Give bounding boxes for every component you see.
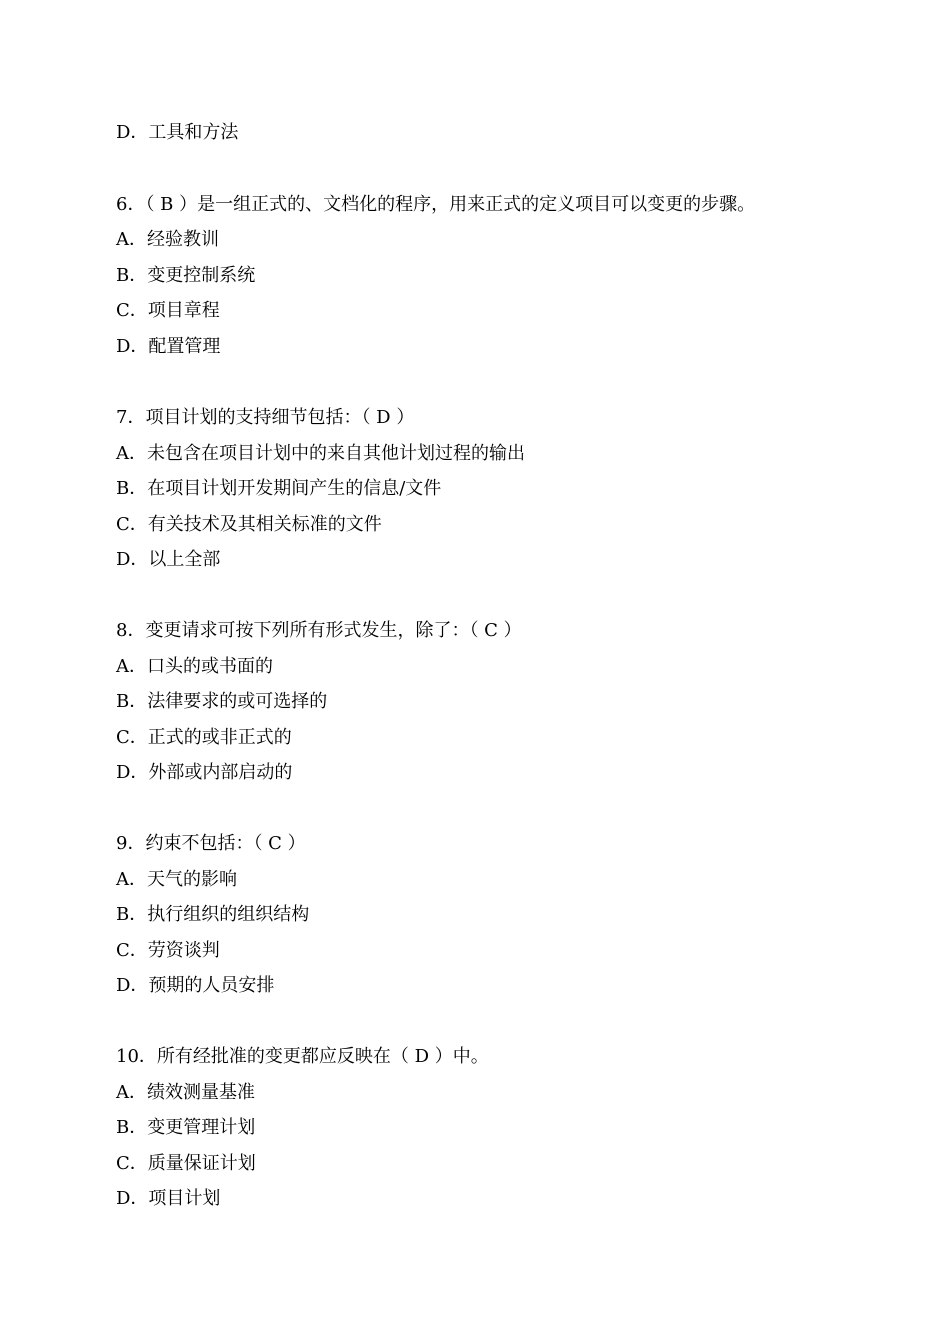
q9-option-d: D．预期的人员安排 <box>116 975 275 996</box>
q8-option-b: B．法律要求的或可选择的 <box>116 691 328 712</box>
q6-option-b: B．变更控制系统 <box>116 265 256 286</box>
q7-option-a: A．未包含在项目计划中的来自其他计划过程的输出 <box>116 443 525 464</box>
q10-option-c: C．质量保证计划 <box>116 1153 256 1174</box>
q10-option-b: B．变更管理计划 <box>116 1117 256 1138</box>
q7-option-c: C．有关技术及其相关标准的文件 <box>116 514 382 535</box>
q6-option-c: C．项目章程 <box>116 300 220 321</box>
q9-option-b: B．执行组织的组织结构 <box>116 904 310 925</box>
q8-option-d: D．外部或内部启动的 <box>116 762 293 783</box>
q10-option-a: A．绩效测量基准 <box>116 1082 255 1103</box>
q5-option-d: D．工具和方法 <box>116 122 239 143</box>
q10-question: 10．所有经批准的变更都应反映在（ D ）中。 <box>116 1046 489 1067</box>
q6-option-d: D．配置管理 <box>116 336 221 357</box>
q9-question: 9．约束不包括：（ C ） <box>116 833 306 854</box>
q9-option-c: C．劳资谈判 <box>116 940 220 961</box>
q10-option-d: D．项目计划 <box>116 1188 221 1209</box>
q6-option-a: A．经验教训 <box>116 229 219 250</box>
q8-option-a: A．口头的或书面的 <box>116 656 273 677</box>
q7-option-b: B．在项目计划开发期间产生的信息/文件 <box>116 478 442 499</box>
q6-question: 6．（ B ）是一组正式的、文档化的程序，用来正式的定义项目可以变更的步骤。 <box>116 194 756 215</box>
q8-option-c: C．正式的或非正式的 <box>116 727 292 748</box>
q7-question: 7．项目计划的支持细节包括：（ D ） <box>116 407 415 428</box>
q9-option-a: A．天气的影响 <box>116 869 237 890</box>
q7-option-d: D．以上全部 <box>116 549 221 570</box>
q8-question: 8．变更请求可按下列所有形式发生，除了：（ C ） <box>116 620 522 641</box>
